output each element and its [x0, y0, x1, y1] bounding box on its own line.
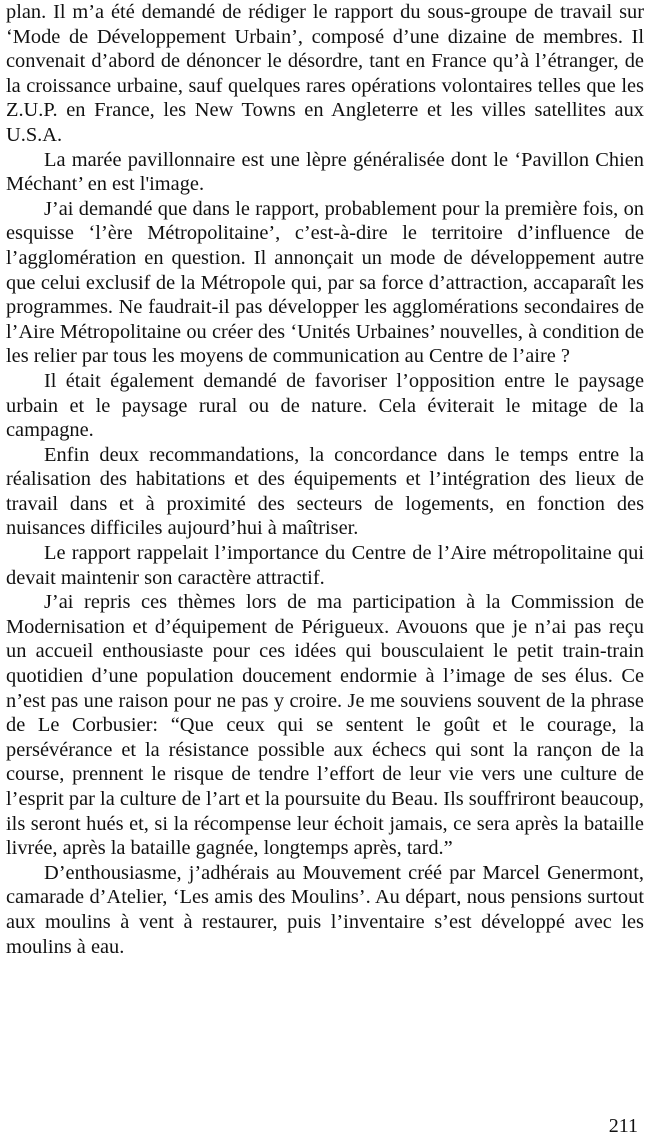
document-page — [6, 0, 644, 959]
paragraph-5: Enfin deux recommandations, la concordance dans le temps entre la réalisation des habitations et des équipements et l’intégration des lieux de travail dans et à proximité des secteurs de logements, en fonction des nuisances difficiles aujourd’hui à maîtriser. — [6, 443, 644, 540]
paragraph-6: Le rapport rappelait l’importance du Centre de l’Aire métropolitaine qui devait maintenir son caractère attractif. — [6, 542, 644, 589]
page-number: 211 — [608, 1115, 638, 1137]
paragraph-7: J’ai repris ces thèmes lors de ma participation à la Commission de Modernisation et d’équipement de Périgueux. Avouons que je n’ai pas reçu un accueil enthousiaste pour ces idées qui bousculaient le petit train-train quotidien d’une population doucement endormie à l’image de ses élus. Ce n’est pas une raison pour ne pas y croire. Je me souviens souvent de la phrase de Le Corbusier: “Que ceux qui se sentent le goût et le courage, la persévérance et la résistance possible aux échecs qui sont la rançon de la course, prennent le risque de tendre l’effort de leur vie vers une culture de l’esprit par la culture de l’art et la poursuite du Beau. Ils souffriront beaucoup, ils seront hués et, si la récompense leur échoit jamais, ce sera après la bataille livrée, après la bataille gagnée, longtemps après, tard.” — [6, 591, 644, 860]
paragraph-8: D’enthousiasme, j’adhérais au Mouvement créé par Marcel Genermont, camarade d’Atelier, ‘Les amis des Moulins’. Au départ, nous pensions surtout aux moulins à vent à restaurer, puis l’inventaire s’est développé avec les moulins à eau. — [6, 861, 644, 958]
paragraph-3: J’ai demandé que dans le rapport, probablement pour la première fois, on esquisse ‘l’ère Métropolitaine’, c’est-à-dire le territoire d’influence de l’agglomération en question. Il annonçait un mode de développement autre que celui exclusif de la Métropole qui, par sa force d’attraction, accaparaît les programmes. Ne faudrait-il pas développer les agglomérations secondaires de l’Aire Métropolitaine ou créer des ‘Unités Urbaines’ nouvelles, à condition de les relier par tous les moyens de communication au Centre de l’aire ? — [6, 197, 644, 368]
paragraph-1: plan. Il m’a été demandé de rédiger le rapport du sous-groupe de travail sur ‘Mode de Développement Urbain’, composé d’une dizaine de membres. Il convenait d’abord de dénoncer le désordre, tant en France qu’à l’étranger, de la croissance urbaine, sauf quelques rares opérations volontaires telles que les Z.U.P. en France, les New Towns en Angleterre et les villes satellites aux U.S.A. — [6, 1, 644, 146]
paragraph-2: La marée pavillonnaire est une lèpre généralisée dont le ‘Pavillon Chien Méchant’ en est l'image. — [6, 148, 644, 196]
paragraph-4: Il était également demandé de favoriser l’opposition entre le paysage urbain et le paysage rural ou de nature. Cela éviterait le mitage de la campagne. — [6, 369, 644, 442]
